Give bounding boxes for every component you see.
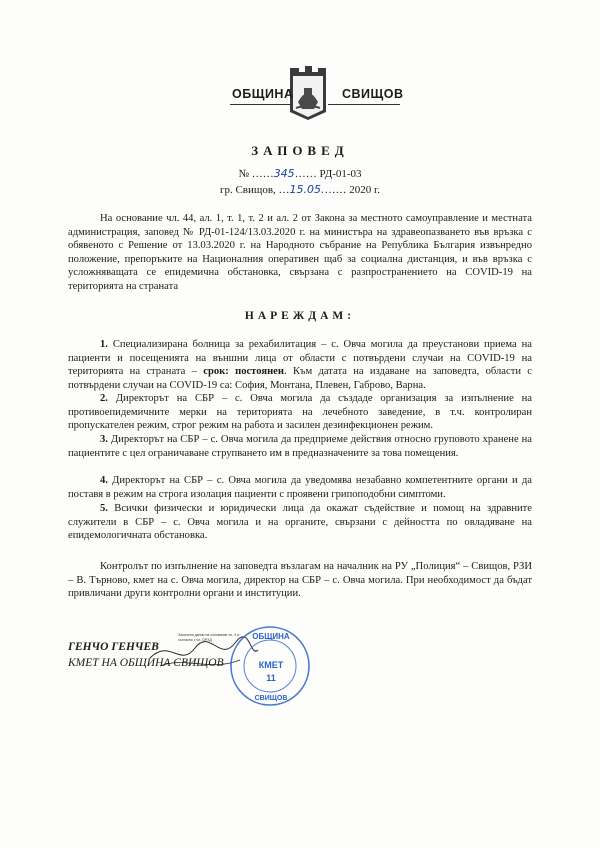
logo-underline-right	[328, 104, 400, 105]
stamp-middle-text: КМЕТ	[258, 660, 284, 670]
item-text: Специализирана болница за рехабилитация – с. Овча могила да преустанови приема на пациенти и посещенията на външни лица от области с потвърдени случаи на COVID-19 на територията на страната –	[68, 339, 532, 378]
stamp-bottom-text: СВИЩОВ	[254, 695, 288, 702]
stamp-number-text: 11	[266, 673, 276, 683]
municipality-coat-of-arms-icon	[0, 62, 600, 122]
number-dots-left: ……	[251, 168, 274, 180]
logo-text-right: СВИЩОВ	[342, 87, 404, 101]
order-item-3	[68, 433, 532, 460]
stamp-top-text: ОБЩИНА	[252, 632, 290, 641]
handwritten-date: 15.05.	[289, 183, 325, 196]
date-dots-right: ……	[324, 184, 347, 196]
item-number: 4.	[100, 475, 108, 486]
signatory-title: КМЕТ НА ОБЩИНА СВИЩОВ	[68, 657, 224, 669]
date-dots-left: …	[278, 184, 290, 196]
order-number-line	[0, 167, 600, 180]
item-number: 2.	[100, 393, 108, 404]
logo-text-left: ОБЩИНА	[232, 87, 294, 101]
number-dots-right: ……	[294, 168, 317, 180]
number-suffix: РД-01-03	[319, 168, 362, 180]
item-number: 5.	[100, 503, 108, 514]
year-suffix: 2020 г.	[349, 184, 381, 196]
logo-underline-left	[230, 104, 290, 105]
handwritten-number: 345	[273, 167, 295, 180]
city-prefix: гр. Свищов,	[219, 184, 276, 196]
order-item-4	[68, 474, 532, 501]
preamble-paragraph: На основание чл. 44, ал. 1, т. 1, т. 2 и ал. 2 от Закона за местното самоуправление и местната администрация, заповед № РД-01-124/13.03.2020 г. на министъра на здравеопазването във връзка с обявеното с Решение от 13.03.2020 г. на Народното събрание на Република България извънредно положение, препоръките на Националния оперативен щаб за социална дистанция, и във връзка с усложняващата се епидемична обстановка, свързана с разпространението на COVID-19 на територията на страната	[68, 213, 532, 292]
signatory-name: ГЕНЧО ГЕНЧЕВ	[68, 641, 159, 653]
item-number: 3.	[100, 434, 108, 445]
order-date-line	[0, 183, 600, 196]
order-item-2	[68, 392, 532, 433]
order-heading: НАРЕЖДАМ:	[244, 310, 356, 322]
control-paragraph: Контролът по изпълнение на заповедта възлагам на началник на РУ „Полиция“ – Свищов, РЗИ – В. Търново, кмет на с. Овча могила, директор на СБР – с. Овча могила. При необходимост да бъдат привличани други контролни органи и институции.	[68, 561, 532, 600]
order-item-5	[68, 502, 532, 543]
document-title: ЗАПОВЕД	[251, 143, 349, 158]
number-prefix: №	[238, 168, 249, 180]
redaction-note: Заличени данни на основание чл. 4 и съгласно с чл. ОРЗД	[178, 633, 240, 642]
item-text: Директорът на СБР – с. Овча могила да създаде организация за изпълнение на противоепидемичните мерки на територията на лечебното заведение, в т.ч. контролиран пропускателен режим, строг режим на работа и засилен дезинфекционен режим.	[68, 393, 532, 432]
item-text: Всички физически и юридически лица да окажат съдействие и помощ на здравните служители в СБР – с. Овча могила и на органите, свързани с дейността по овладяване на епидемологичната обстановка.	[68, 503, 533, 542]
item-number: 1.	[100, 339, 108, 350]
item-deadline: срок: постоянен	[203, 366, 284, 378]
item-text: Директорът на СБР – с. Овча могила да уведомява незабавно компетентните органи и да поставя в режим на строга изолация пациенти с проявени грипоподобни симптоми.	[68, 475, 532, 500]
order-item-1	[68, 338, 532, 392]
item-text: Директорът на СБР – с. Овча могила да предприеме действия относно груповото хранене на пациентите с цел ограничаване струпването им в предназначените за това помещения.	[68, 434, 532, 459]
item-text-continued: . Към датата на издаване на заповедта, области с потвърдени случаи на COVID-19 са: София, Монтана, Плевен, Габрово, Варна.	[68, 366, 532, 391]
